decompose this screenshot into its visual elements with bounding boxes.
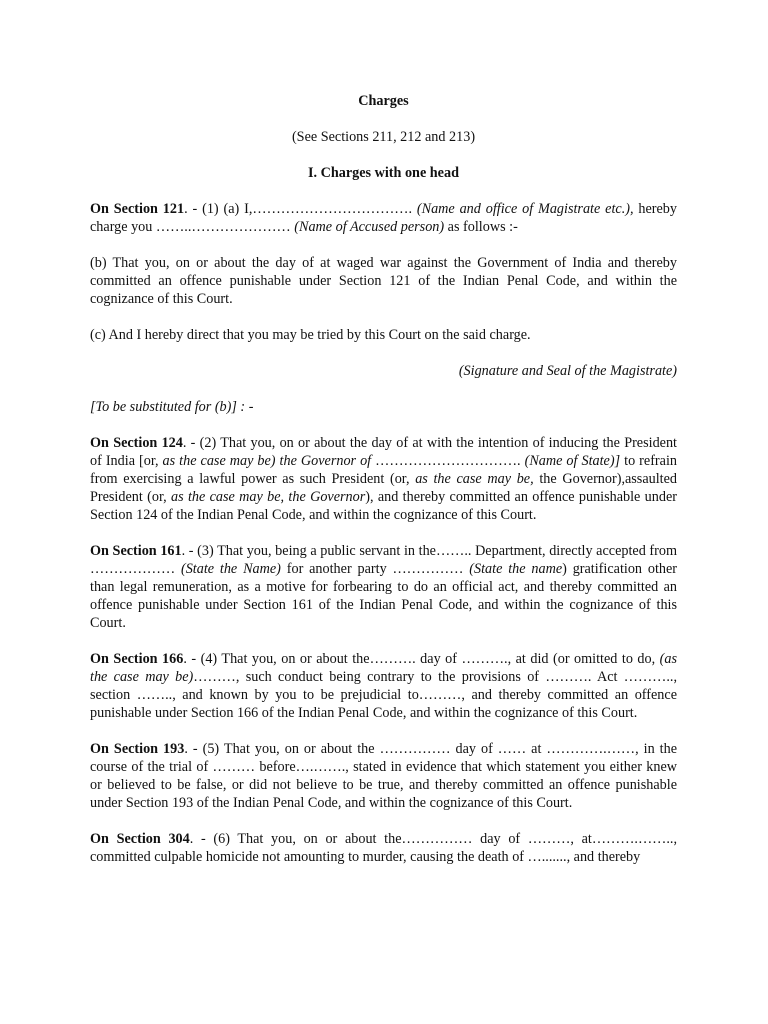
section-161-label: On Section 161 xyxy=(90,543,182,559)
section-121-paragraph-b: (b) That you, on or about the day of at waged war against the Government of India and thereby committed an offence punishable under Section 121 of the Indian Penal Code, and within the cognizance of this Court. xyxy=(90,255,677,307)
section-124-paragraph: On Section 124. - (2) That you, on or about the day of at with the intention of inducing the President of India [or, as the case may be) the Governor of …………………………. (Name of State)] to refrain from exercising a lawful power as such President (or, as the case may be, the Governor),assaulted President (or, as the case may be, the Governor), and thereby committed an offence punishable under Section 124 of the Indian Penal Code, and within the cognizance of this Court. xyxy=(90,435,677,523)
section-121-paragraph-a: On Section 121. - (1) (a) I,……………………………. (Name and office of Magistrate etc.), hereby charge you ……..………………… (Name of Accused person) as follows :- xyxy=(90,201,677,235)
section-304-paragraph: On Section 304. - (6) That you, on or about the…………… day of ………, at……….…….., committed culpable homicide not amounting to murder, causing the death of …......., and thereby xyxy=(90,831,677,865)
document-subtitle: (See Sections 211, 212 and 213) xyxy=(291,129,476,145)
document-title: Charges xyxy=(358,93,409,109)
document-body xyxy=(90,92,677,884)
section-166-paragraph: On Section 166. - (4) That you, on or about the………. day of ………., at did (or omitted to do, (as the case may be)………, such conduct being contrary to the provisions of ………. Act ……….., section …….., and known by you to be prejudicial to………, and thereby committed an offence punishable under Section 166 of the Indian Penal Code, and within the cognizance of this Court. xyxy=(90,651,677,721)
section-304-label: On Section 304 xyxy=(90,831,190,847)
section-193-paragraph: On Section 193. - (5) That you, on or about the …………… day of …… at ………….……, in the course of the trial of ……… before….……., stated in evidence that which statement you either knew or believed to be false, or did not believe to be true, and thereby committed an offence punishable under Section 193 of the Indian Penal Code, and within the cognizance of this Court. xyxy=(90,741,678,811)
signature-line: (Signature and Seal of the Magistrate) xyxy=(458,363,677,379)
section-124-label: On Section 124 xyxy=(90,435,183,451)
section-166-label: On Section 166 xyxy=(90,651,184,667)
section-193-label: On Section 193 xyxy=(90,741,185,757)
section-161-paragraph: On Section 161. - (3) That you, being a public servant in the…….. Department, directly accepted from ……………… (State the Name) for another party …………… (State the name) gratification other than legal remuneration, as a motive for forbearing to do an official act, and thereby committed an offence punishable under Section 161 of the Indian Penal Code, and within the cognizance of this Court. xyxy=(90,543,678,631)
substitute-note: [To be substituted for (b)] : - xyxy=(90,399,254,415)
section-121-paragraph-c: (c) And I hereby direct that you may be tried by this Court on the said charge. xyxy=(90,327,531,343)
section-heading: I. Charges with one head xyxy=(308,165,459,181)
section-121-label: On Section 121 xyxy=(90,201,185,217)
